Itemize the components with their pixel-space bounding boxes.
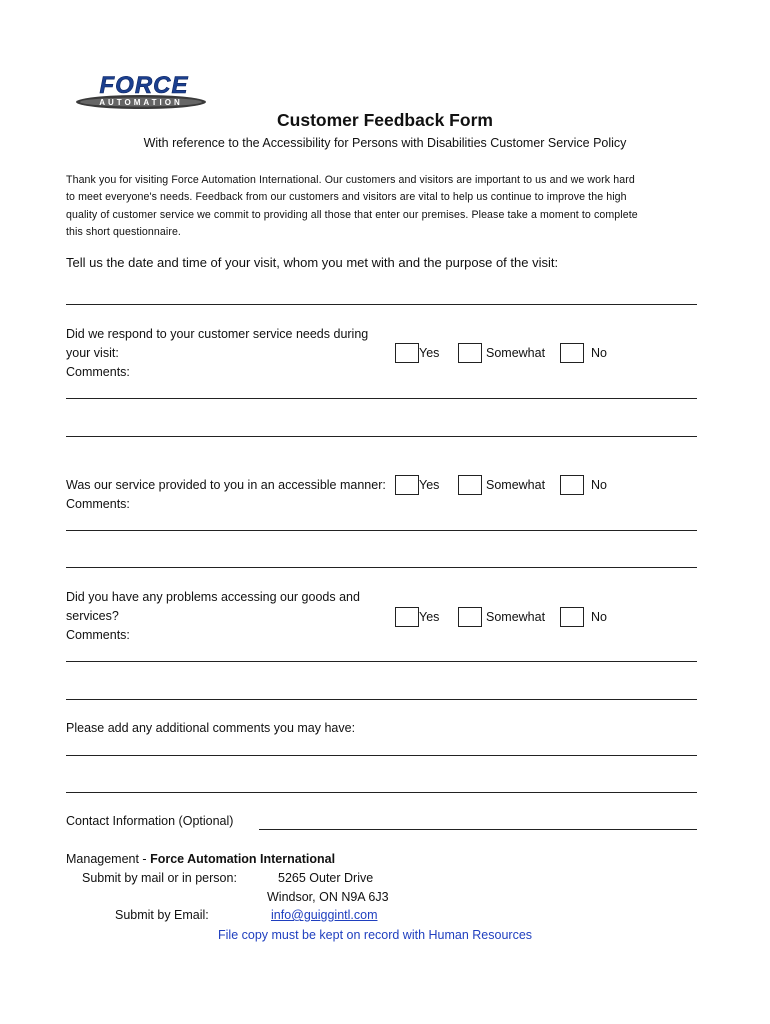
q1-comment-line-2[interactable] — [66, 436, 697, 437]
q1-somewhat-checkbox[interactable] — [458, 343, 482, 363]
intro-line: Thank you for visiting Force Automation International. Our customers and visitors are important to us and we work hard — [66, 174, 635, 186]
q2-comment-line-1[interactable] — [66, 530, 697, 531]
question-3 — [66, 588, 396, 645]
logo-brand-text: FORCE — [99, 72, 189, 99]
intro-paragraph — [66, 172, 696, 241]
q1-yes-checkbox[interactable] — [395, 343, 419, 363]
q1-no-checkbox[interactable] — [560, 343, 584, 363]
q2-somewhat-label: Somewhat — [486, 478, 546, 492]
question-2-comments-label: Comments: — [66, 497, 130, 511]
additional-comments-prompt: Please add any additional comments you may have: — [66, 721, 356, 735]
q2-yes-checkbox[interactable] — [395, 475, 419, 495]
q2-yes-label: Yes — [419, 478, 440, 492]
question-2-text: Was our service provided to you in an accessible manner: — [66, 478, 386, 492]
intro-line: this short questionnaire. — [66, 225, 181, 238]
question-1-comments-label: Comments: — [66, 365, 130, 379]
q2-somewhat-checkbox[interactable] — [458, 475, 482, 495]
q3-somewhat-checkbox[interactable] — [458, 607, 482, 627]
form-subtitle: With reference to the Accessibility for Persons with Disabilities Customer Service Policy — [143, 136, 627, 150]
q3-somewhat-label: Somewhat — [486, 610, 546, 624]
intro-line: to meet everyone's needs. Feedback from our customers and visitors are vital to help us continue to improve the high — [66, 191, 627, 204]
force-automation-logo — [70, 72, 212, 112]
management-line — [66, 850, 335, 869]
question-1-text-cont: your visit: — [66, 346, 119, 360]
contact-info-label: Contact Information (Optional) — [66, 814, 234, 828]
address-line-2: Windsor, ON N9A 6J3 — [267, 890, 389, 904]
visit-answer-line[interactable] — [66, 304, 697, 305]
address-line-1: 5265 Outer Drive — [278, 871, 374, 885]
email-label: Submit by Email: — [115, 908, 209, 922]
q1-no-label: No — [591, 346, 607, 360]
contact-info-line[interactable] — [259, 829, 697, 830]
question-1 — [66, 325, 396, 382]
question-1-text: Did we respond to your customer service needs during — [66, 327, 369, 341]
question-3-text-cont: services? — [66, 609, 119, 623]
form-title: Customer Feedback Form — [277, 110, 493, 130]
q1-yes-label: Yes — [419, 346, 440, 360]
management-prefix: Management - — [66, 852, 151, 866]
mail-label: Submit by mail or in person: — [82, 871, 237, 885]
file-copy-note: File copy must be kept on record with Human Resources — [218, 928, 533, 942]
q3-yes-checkbox[interactable] — [395, 607, 419, 627]
question-2 — [66, 476, 406, 514]
additional-comment-line-1[interactable] — [66, 755, 697, 756]
question-3-text: Did you have any problems accessing our goods and — [66, 590, 360, 604]
intro-line: quality of customer service we commit to providing all those that enter our premises. Please take a moment to complete — [66, 208, 638, 221]
visit-prompt: Tell us the date and time of your visit, whom you met with and the purpose of the visit: — [66, 255, 559, 270]
email-link[interactable]: info@guiggintl.com — [271, 908, 378, 922]
question-3-comments-label: Comments: — [66, 628, 130, 642]
q1-comment-line-1[interactable] — [66, 398, 697, 399]
q2-comment-line-2[interactable] — [66, 567, 697, 568]
q1-somewhat-label: Somewhat — [486, 346, 546, 360]
q2-no-checkbox[interactable] — [560, 475, 584, 495]
q3-no-label: No — [591, 610, 607, 624]
company-name: Force Automation International — [150, 852, 336, 866]
q3-comment-line-1[interactable] — [66, 661, 697, 662]
logo-subtext: AUTOMATION — [99, 98, 183, 107]
q3-yes-label: Yes — [419, 610, 440, 624]
q2-no-label: No — [591, 478, 607, 492]
additional-comment-line-2[interactable] — [66, 792, 697, 793]
q3-no-checkbox[interactable] — [560, 607, 584, 627]
q3-comment-line-2[interactable] — [66, 699, 697, 700]
